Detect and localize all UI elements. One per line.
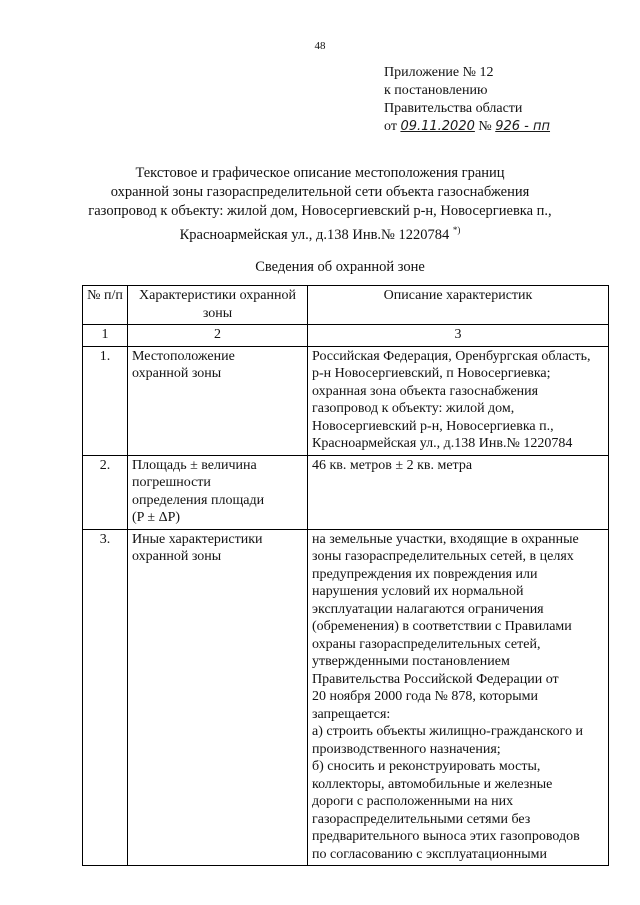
description-line: 20 ноября 2000 года № 878, которыми [312, 689, 539, 704]
characteristic-line: Площадь ± величина [132, 457, 257, 473]
table-row [83, 455, 609, 529]
characteristic-line: (P ± ΔP) [132, 510, 181, 525]
table-column-numbers-row [83, 325, 609, 347]
description-line: газопровод к объекту: жилой дом, [312, 401, 515, 416]
document-title [60, 164, 580, 245]
description-line: газораспределительными сетями без [312, 811, 531, 827]
row-description [308, 455, 609, 529]
description-line: Новосергиевский р-н, Новосергиевка п., [312, 418, 554, 434]
handwritten-number: 926 - пп [495, 119, 551, 134]
title-line-1: Текстовое и графическое описание местоположения границ [135, 165, 505, 181]
title-line-4 [60, 221, 580, 245]
description-line: нарушения условий их нормальной [312, 584, 524, 599]
characteristic-line: определения площади [132, 492, 265, 508]
description-line: Российская Федерация, Оренбургская область, [312, 348, 591, 364]
row-characteristic [128, 455, 308, 529]
appendix-date-line [384, 118, 550, 136]
table-row [83, 346, 609, 455]
row-number: 1. [83, 346, 128, 455]
table-body [83, 346, 609, 866]
description-line: дороги с расположенными на них [312, 794, 514, 809]
appendix-block [384, 64, 550, 136]
page-number: 48 [314, 40, 326, 52]
description-line: коллекторы, автомобильные и железные [312, 776, 553, 792]
description-line: запрещается: [312, 706, 391, 722]
column-number-3: 3 [308, 325, 609, 347]
row-number: 2. [83, 455, 128, 529]
table-row [83, 529, 609, 866]
handwritten-date: 09.11.2020 [400, 119, 475, 134]
appendix-line-3: Правительства области [384, 101, 523, 116]
description-line: по согласованию с эксплуатационными [312, 846, 547, 862]
header-col-description: Описание характеристик [308, 286, 609, 325]
description-line: утвержденными постановлением [312, 654, 510, 669]
description-line: предварительного выноса этих газопроводов [312, 829, 580, 844]
title-line-2: охранной зоны газораспределительной сети объекта газоснабжения [110, 184, 530, 200]
description-line: Правительства Российской Федерации от [312, 671, 559, 687]
date-prefix: от [384, 119, 397, 134]
header-col-characteristics: Характеристики охранной зоны [128, 286, 308, 325]
appendix-line-1: Приложение № 12 [384, 65, 494, 80]
appendix-line-2: к постановлению [384, 83, 488, 98]
characteristic-line: погрешности [132, 475, 211, 490]
footnote-mark: *) [452, 225, 461, 235]
description-line: (обременения) в соответствии с Правилами [312, 619, 572, 634]
row-number: 3. [83, 529, 128, 866]
description-line: на земельные участки, входящие в охранные [312, 531, 579, 547]
table-header-row [83, 286, 609, 325]
column-number-2: 2 [128, 325, 308, 347]
description-line: охраны газораспределительных сетей, [312, 636, 541, 652]
title-line-4-text: Красноармейская ул., д.138 Инв.№ 1220784 [179, 226, 450, 243]
title-line-3: газопровод к объекту: жилой дом, Новосергиевский р-н, Новосергиевка п., [88, 203, 552, 219]
characteristic-line: охранной зоны [132, 366, 222, 381]
protection-zone-table [82, 285, 609, 866]
characteristic-line: Местоположение [132, 348, 235, 364]
description-line: производственного назначения; [312, 741, 501, 757]
description-line: Красноармейская ул., д.138 Инв.№ 1220784 [312, 436, 573, 451]
row-description [308, 346, 609, 455]
row-description [308, 529, 609, 866]
characteristic-line: Иные характеристики [132, 531, 263, 547]
description-line: б) сносить и реконструировать мосты, [312, 759, 541, 774]
header-col-number: № п/п [83, 286, 128, 325]
column-number-1: 1 [83, 325, 128, 347]
description-line: зоны газораспределительных сетей, в целях [312, 549, 574, 564]
description-line: эксплуатации налагаются ограничения [312, 601, 544, 617]
row-characteristic [128, 346, 308, 455]
number-prefix: № [478, 119, 492, 134]
section-subtitle: Сведения об охранной зоне [255, 259, 425, 275]
description-line: 46 кв. метров ± 2 кв. метра [312, 457, 473, 473]
characteristic-line: охранной зоны [132, 549, 222, 564]
description-line: р-н Новосергиевский, п Новосергиевка; [312, 366, 551, 381]
description-line: охранная зона объекта газоснабжения [312, 383, 539, 399]
description-line: предупреждения их повреждения или [312, 566, 538, 582]
description-line: а) строить объекты жилищно-гражданского и [312, 724, 583, 739]
row-characteristic [128, 529, 308, 866]
